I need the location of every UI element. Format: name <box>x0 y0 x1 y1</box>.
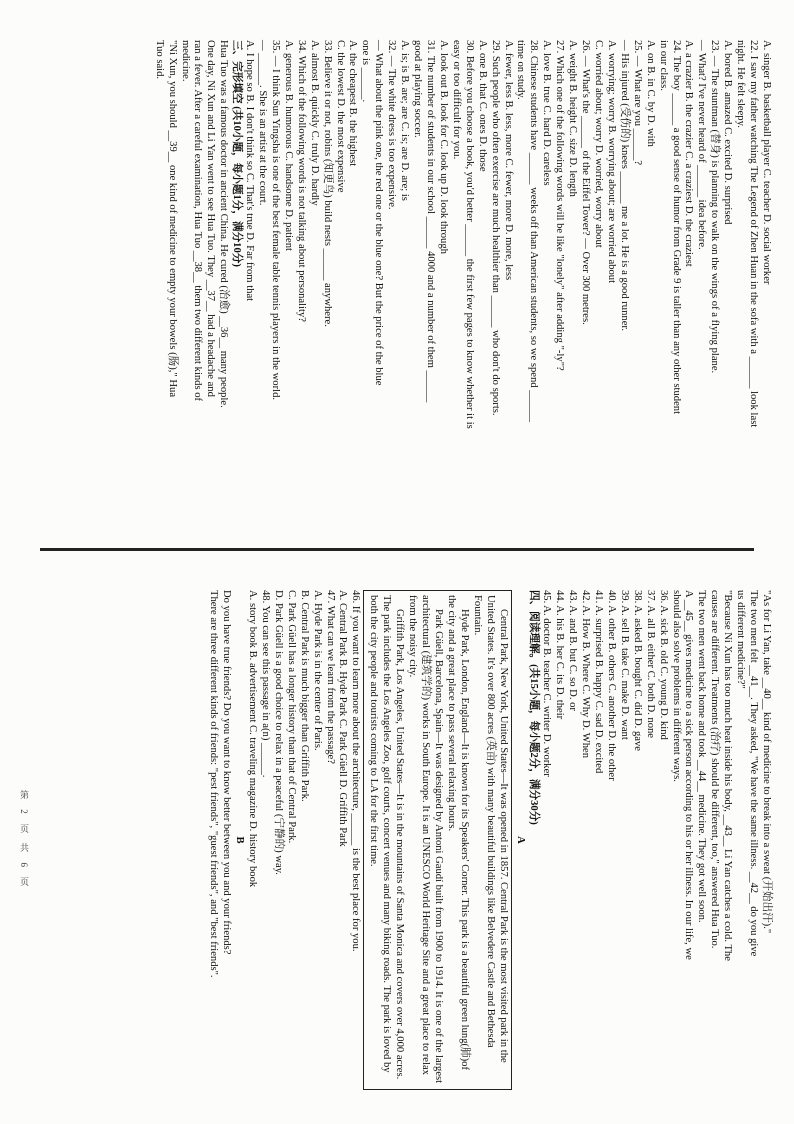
question-line: — What about the pink one, the red one or the blue one? But the price of the blue <box>373 40 385 386</box>
question-line: 22. I saw my father watching The Legend of Zhen Huan in the sofa with a ______ look last <box>748 40 760 428</box>
park-paragraph: Park Güell, Barcelona, Spain—It was designed by Antoni Gaudí built from 1900 to 1914. It is one of the largest architectural (建筑学的) works in South Europe. It is an UNESCO World Heritage Site and a great place to relax from the noisy city. <box>407 595 444 1084</box>
question-line: A. worrying; worry B. worrying about; are worried about <box>605 40 617 284</box>
question-line: 32. — The white dress is too expensive. <box>386 40 398 210</box>
top-column <box>152 40 772 530</box>
question-line: 四、阅读理解。(共15小题，每小题2分，满分30分) <box>528 590 540 825</box>
park-paragraph: Hyde Park, London, England—It is known for its Speakers' Corner. This park is a beautiful green lung(肺)of the city and a great place to pass several relaxing hours. <box>445 595 470 1070</box>
question-line: 34. Which of the following words is not talking about personality? <box>295 40 307 322</box>
question-line: 36. A. sick B. old C. young D. kind <box>657 590 669 740</box>
park-paragraph: Central Park, New York, United States—It was opened in 1857. Central Park is the most visited park in the United States. It's over 800 acres (英亩) with many beautiful buildings like Belvedere Castle and Bethesda Fountain. <box>471 595 509 1063</box>
question-line: A. bored B. amazed C. excited D. surprised <box>722 40 734 225</box>
question-line: 42. A. How B. Where C. Why D. When <box>580 590 592 759</box>
question-line: 33. Believe it or not, robins (知更鸟) build nests ______ anywhere. <box>321 40 333 327</box>
question-line: A. I hope so B. I don't think so C. That's true D. Far from that <box>244 40 256 302</box>
question-line: 40. A. other B. others C. another D. the other <box>605 590 617 781</box>
question-line: 27. Which one of the following words will be like "lonely" after adding "-ly"? <box>554 40 566 371</box>
reading-a-box <box>363 590 511 1090</box>
question-line: 26. — What's the ______ of the Eiffel Tower? — Over 300 metres. <box>580 40 592 325</box>
question-line: night. He felt sleepy. <box>735 40 747 128</box>
bottom-panel <box>42 590 772 1090</box>
question-line: A. is; is B. are; are C. is; are D. are; is <box>399 40 411 201</box>
question-line: A __45__ gives medicine to a sick person according to his or her illness. In our life, we <box>683 590 695 960</box>
question-line: A. the cheapest B. the highest <box>347 40 359 167</box>
bottom-column <box>206 590 772 1090</box>
question-line: 48. You can see this passage in a(n) ______. <box>259 590 271 778</box>
question-line: 29. Such people who often exercise are much healthier than ______ who don't do sports. <box>489 40 501 416</box>
question-line: 三、完形填空 (共10小题，每小题1分，满分10分) <box>231 40 243 267</box>
question-line: 41. A. surprised B. happy C. sad D. excited <box>593 590 605 774</box>
question-line: — What? I've never heard of ______ idea before. <box>696 40 708 250</box>
question-line: C. Park Güell has a longer history than that of Central Park. <box>285 590 297 844</box>
question-line: "As for Li Yan, take __40__ kind of medicine to break into a sweat (开始出汗)." <box>761 590 772 934</box>
question-line: 45. A. doctor B. teacher C. writer D. worker <box>541 590 553 777</box>
question-line: easy or too difficult for you. <box>450 40 462 160</box>
question-line: A. singer B. basketball player C. teacher D. social worker <box>761 40 772 285</box>
question-line: A. almost B. quickly C. truly D. hardly <box>308 40 320 206</box>
page-divider <box>40 548 754 551</box>
question-line: A. a crazier B. the crazier C. a craziest D. the craziest <box>683 40 695 267</box>
question-line: A. Hyde Park is in the center of Paris. <box>311 590 323 751</box>
question-line: A. fewer, less B. less, more C. fewer, more D. more, less <box>502 40 514 281</box>
park-paragraph: Griffith Park, Los Angeles, United States—It is in the mountains of Santa Monica and covers over 4,000 acres. The park includes the Los Angeles Zoo, golf courts, concert venues and many biking roads. The park is loved by both the city people and tourists coming to LA for the first time. <box>368 595 406 1080</box>
question-line: There are three different kinds of friends: "pest friends", "guest friends", and "best friends". <box>208 590 220 978</box>
question-line: good at playing soccer. <box>412 40 424 138</box>
question-line: B <box>234 836 246 844</box>
question-line: 37. A. all B. either C. both D. none <box>644 590 656 739</box>
reading-questions <box>206 590 361 1090</box>
question-line: One day, Ni Xun and Li Yan went to see Hua Tuo. They __37__ had a headache and <box>205 40 217 397</box>
question-line: The two men went back home and took __44__ medicine. They got well soon. <box>696 590 708 923</box>
question-line: The two men felt __41__. They asked, "We have the same illness. __42__ do you give <box>748 590 760 957</box>
question-line: 35. — I think Sun Yingsha is one of the best female table tennis players in the world. <box>269 40 281 401</box>
question-line: A. story book B. advertisement C. traveling magazine D. history book <box>247 590 259 888</box>
cloze-section <box>514 590 772 1090</box>
question-line: A <box>515 836 527 844</box>
question-line: C. worried about; worry D. worried, worry about <box>593 40 605 248</box>
question-line: 47. What can we learn from the passage? <box>324 590 336 764</box>
question-line: 31. The number of students in our school ______ 4000 and a number of them ______ <box>425 40 437 403</box>
question-line: 30. Before you choose a book, you'd better ______ the first few pages to know whether it is <box>463 40 475 429</box>
question-line: A. weight B. height C. size D. length <box>567 40 579 197</box>
question-line: "Ni Xun, you should __39__ one kind of medicine to empty your bowels (肠)," Hua <box>166 40 178 398</box>
question-line: A. love B. true C. hard D. careless <box>541 40 553 186</box>
question-line: one is ______. <box>360 40 372 103</box>
top-panel <box>42 40 772 530</box>
question-line: should also solve problems in different ways. <box>670 590 682 782</box>
question-line: A. look out B. look for C. look up D. look through <box>437 40 449 254</box>
question-line: 38. A. asked B. bought C. did D. gave <box>631 590 643 751</box>
question-line: 39. A. sell B. take C. make D. want <box>618 590 630 740</box>
question-line: — ______. She is an artist at the court. <box>257 40 269 206</box>
question-line: A. generous B. humorous C. handsome D. patient <box>282 40 294 251</box>
question-line: "Because Ni Xun has too much heat inside his body, __43__ Li Yan catches a cold. The <box>722 590 734 961</box>
question-line: 44. A. his B. her C. its D. their <box>554 590 566 720</box>
question-line: 43. A. and B. but C. so D. or <box>567 590 579 711</box>
question-line: Tuo said. <box>153 40 165 80</box>
question-line: B. Central Park is much bigger than Griffith Park. <box>298 590 310 802</box>
question-line: 28. Chinese students have ______ weeks off than American students, so we spend ______ <box>528 40 540 423</box>
question-line: C. the lowest D. the most expensive <box>334 40 346 193</box>
question-line: Hua Tuo was a famous doctor in ancient China. He cured (治愈) __36__ many people. <box>218 40 230 408</box>
question-line: medicine. <box>179 40 191 82</box>
question-line: — His injured (受伤的) knees ______ me a lot. He is a good runner. <box>618 40 630 331</box>
question-line: 23. — The stuntman (替身) is planning to walk on the wings of a flying plane. <box>709 40 721 374</box>
question-line: in our class. <box>657 40 669 91</box>
question-line: time on study. <box>515 40 527 100</box>
question-line: A. one B. that C. ones D. those <box>476 40 488 172</box>
question-line: Do you have true friends? Do you want to know better between you and your friends? <box>221 590 233 955</box>
question-line: 24. The boy ______ a good sense of humor from Grade 9 is taller than any other student <box>670 40 682 415</box>
question-line: A. on B. in C. by D. with <box>644 40 656 147</box>
question-line: ran a fever. After a careful examination, Hua Tuo __38__ them two different kinds of <box>192 40 204 402</box>
question-line: D. Park Güell is a good choice to relax in a peaceful (宁静的) way. <box>272 590 284 875</box>
question-line: 46. If you want to learn more about the architecture, ______ is the best place for you. <box>350 590 362 952</box>
page-number: 第 2 页 共 6 页 <box>19 790 29 891</box>
question-line: 25. — What are you ______? <box>631 40 643 166</box>
question-line: causes are different. Treatments (治疗) should be different, too," answered Hua Tuo. <box>709 590 721 949</box>
question-line: A. Central Park B. Hyde Park C. Park Güell D. Griffith Park <box>337 590 349 847</box>
question-line: us different medicine?" <box>735 590 747 689</box>
